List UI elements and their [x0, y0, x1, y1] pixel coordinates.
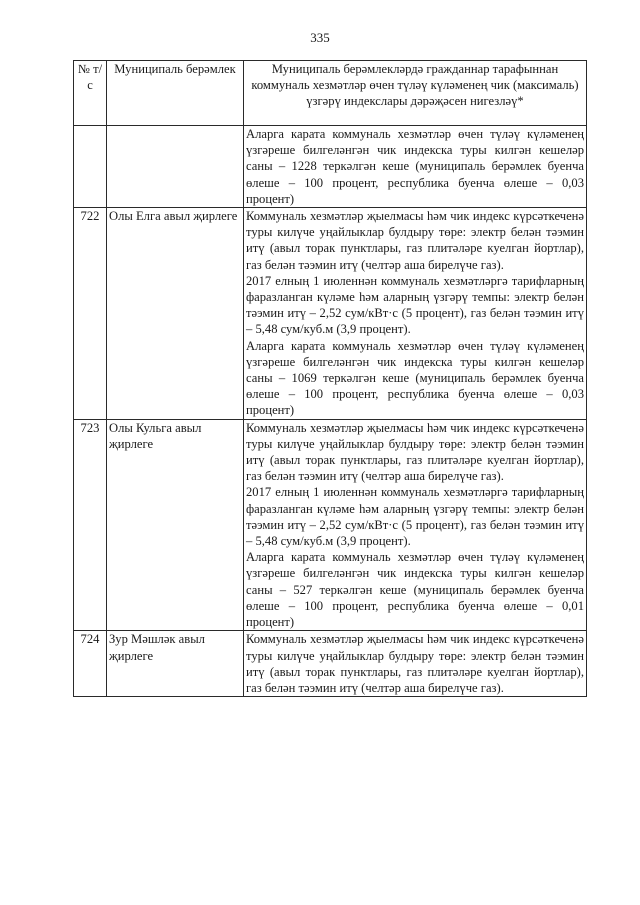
table-header-row	[74, 61, 587, 126]
header-description: Муниципаль берәмлекләрдә гражданнар тарафыннан коммуналь хезмәтләр өчен түләү күләменең чик (максималь) үзгәрү индекслары дәрәҗәсен нигезләү*	[244, 61, 587, 126]
row-num	[74, 126, 107, 208]
row-municipality: Олы Елга авыл җирлеге	[107, 208, 244, 420]
row-description	[244, 631, 587, 697]
row-description	[244, 419, 587, 631]
table-row	[74, 208, 587, 420]
table-row	[74, 419, 587, 631]
description-paragraph: Коммуналь хезмәтләр җыелмасы һәм чик индекс күрсәткеченә туры килүче уңайлыклар булдыру төре: электр белән тәэмин итү (авыл торак пунктлары, газ плитәләре куелган йортлар), газ белән тәэмин итү (челтәр аша бирелүче газ).	[246, 632, 584, 695]
description-paragraph: Аларга карата коммуналь хезмәтләр өчен түләү күләменең үзгәреше билгеләнгән чик индекска туры килгән кешеләр саны – 527 теркәлгән кеше (муниципаль берәмлек буенча өлеше – 100 процент, республика буенча өлеше – 0,01 процент)	[246, 550, 584, 630]
row-municipality: Зур Мәшләк авыл җирлеге	[107, 631, 244, 697]
row-num: 724	[74, 631, 107, 697]
row-municipality	[107, 126, 244, 208]
tariff-table	[73, 60, 587, 697]
description-paragraph: 2017 елның 1 июленнән коммуналь хезмәтләргә тарифларның фаразланган күләме һәм аларның үзгәрү темпы: электр белән тәэмин итү – 2,52 сум/кВт·с (5 процент), газ белән тәэмин итү – 5,48 сум/куб.м (3,9 процент).	[246, 485, 584, 549]
description-paragraph: Аларга карата коммуналь хезмәтләр өчен түләү күләменең үзгәреше билгеләнгән чик индекска туры килгән кешеләр саны – 1228 теркәлгән кеше (муниципаль берәмлек буенча өлеше – 100 процент, республика буенча өлеше – 0,03 процент)	[246, 127, 584, 206]
row-num: 722	[74, 208, 107, 420]
row-description	[244, 208, 587, 420]
header-num: № т/с	[74, 61, 107, 126]
header-municipality: Муниципаль берәмлек	[107, 61, 244, 126]
page-number: 335	[310, 30, 330, 45]
row-municipality: Олы Кульга авыл җирлеге	[107, 419, 244, 631]
description-paragraph: Аларга карата коммуналь хезмәтләр өчен түләү күләменең үзгәреше билгеләнгән чик индекска туры килгән кешеләр саны – 1069 теркәлгән кеше (муниципаль берәмлек буенча өлеше – 100 процент, республика буенча өлеше – 0,03 процент)	[246, 338, 584, 418]
description-paragraph: Коммуналь хезмәтләр җыелмасы һәм чик индекс күрсәткеченә туры килүче уңайлыклар булдыру төре: электр белән тәэмин итү (авыл торак пунктлары, газ плитәләре куелган йортлар), газ белән тәэмин итү (челтәр аша бирелүче газ).	[246, 420, 584, 484]
table-row	[74, 126, 587, 208]
table-row	[74, 631, 587, 697]
description-paragraph: Коммуналь хезмәтләр җыелмасы һәм чик индекс күрсәткеченә туры килүче уңайлыклар булдыру төре: электр белән тәэмин итү (авыл торак пунктлары, газ плитәләре куелган йортлар), газ белән тәэмин итү (челтәр аша бирелүче газ).	[246, 209, 584, 272]
row-num: 723	[74, 419, 107, 631]
row-description	[244, 126, 587, 208]
description-paragraph: 2017 елның 1 июленнән коммуналь хезмәтләргә тарифларның фаразланган күләме һәм аларның үзгәрү темпы: электр белән тәэмин итү – 2,52 сум/кВт·с (5 процент), газ белән тәэмин итү – 5,48 сум/куб.м (3,9 процент).	[246, 273, 584, 337]
